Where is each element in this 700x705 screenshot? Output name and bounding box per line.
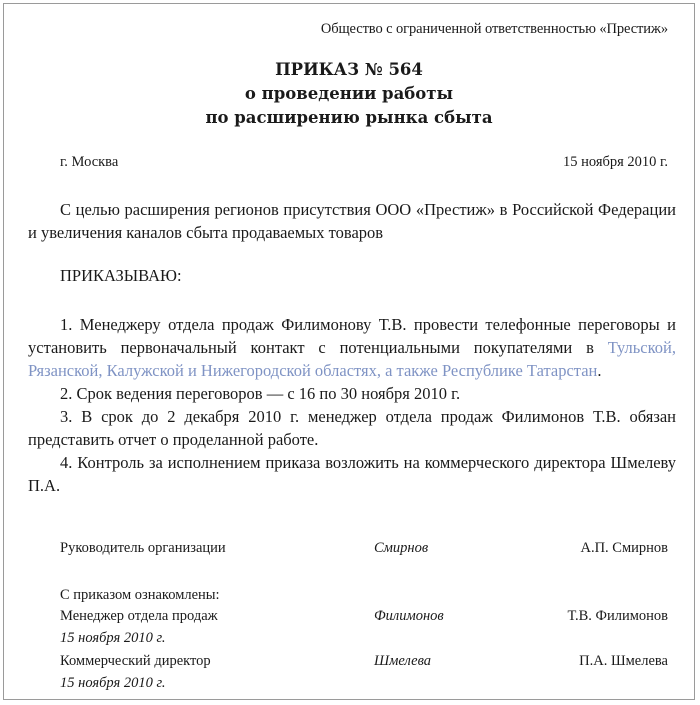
- head-position: Руководитель организации: [60, 540, 226, 556]
- director-date: 15 ноября 2010 г.: [60, 675, 166, 691]
- document-city: г. Москва: [60, 154, 119, 170]
- document-subtitle-line2: по расширению рынка сбыта: [205, 108, 493, 127]
- head-signature: Смирнов: [374, 540, 429, 556]
- order-document: [3, 3, 695, 700]
- organization-name: Общество с ограниченной ответственностью «Престиж»: [320, 21, 668, 37]
- order-item-1-end: .: [597, 361, 602, 380]
- head-name: А.П. Смирнов: [580, 540, 668, 556]
- order-item-1: [28, 313, 676, 382]
- order-item-2: 2. Срок ведения переговоров — с 16 по 30 ноября 2010 г.: [60, 384, 461, 403]
- order-heading: ПРИКАЗЫВАЮ:: [60, 266, 182, 285]
- director-signature: Шмелева: [374, 653, 432, 669]
- manager-date: 15 ноября 2010 г.: [60, 630, 166, 646]
- order-item-3: 3. В срок до 2 декабря 2010 г. менеджер отдела продаж Филимонов Т.В. обязан представить отчет о проделанной работе.: [28, 407, 676, 449]
- order-item-1-regions: Тульской, Рязанской, Калужской и Нижегородской областях, а также Республике Татарстан: [28, 338, 676, 380]
- order-items: [28, 313, 676, 497]
- order-item-4: 4. Контроль за исполнением приказа возложить на коммерческого директора Шмелеву П.А.: [28, 453, 676, 495]
- document-title: ПРИКАЗ № 564: [275, 60, 423, 79]
- document-subtitle-line1: о проведении работы: [244, 84, 454, 103]
- order-item-1-text: 1. Менеджеру отдела продаж Филимонову Т.В. провести телефонные переговоры и установить первоначальный контакт с потенциальными покупателями в: [28, 315, 676, 357]
- manager-signature: Филимонов: [374, 608, 444, 624]
- manager-position: Менеджер отдела продаж: [60, 608, 218, 624]
- document-date: 15 ноября 2010 г.: [562, 154, 668, 170]
- manager-name: Т.В. Филимонов: [567, 608, 668, 624]
- director-position: Коммерческий директор: [60, 653, 211, 669]
- director-name: П.А. Шмелева: [579, 653, 668, 669]
- intro-paragraph: С целью расширения регионов присутствия ООО «Престиж» в Российской Федерации и увеличения каналов сбыта продаваемых товаров: [28, 200, 676, 242]
- acquainted-label: С приказом ознакомлены:: [60, 587, 220, 603]
